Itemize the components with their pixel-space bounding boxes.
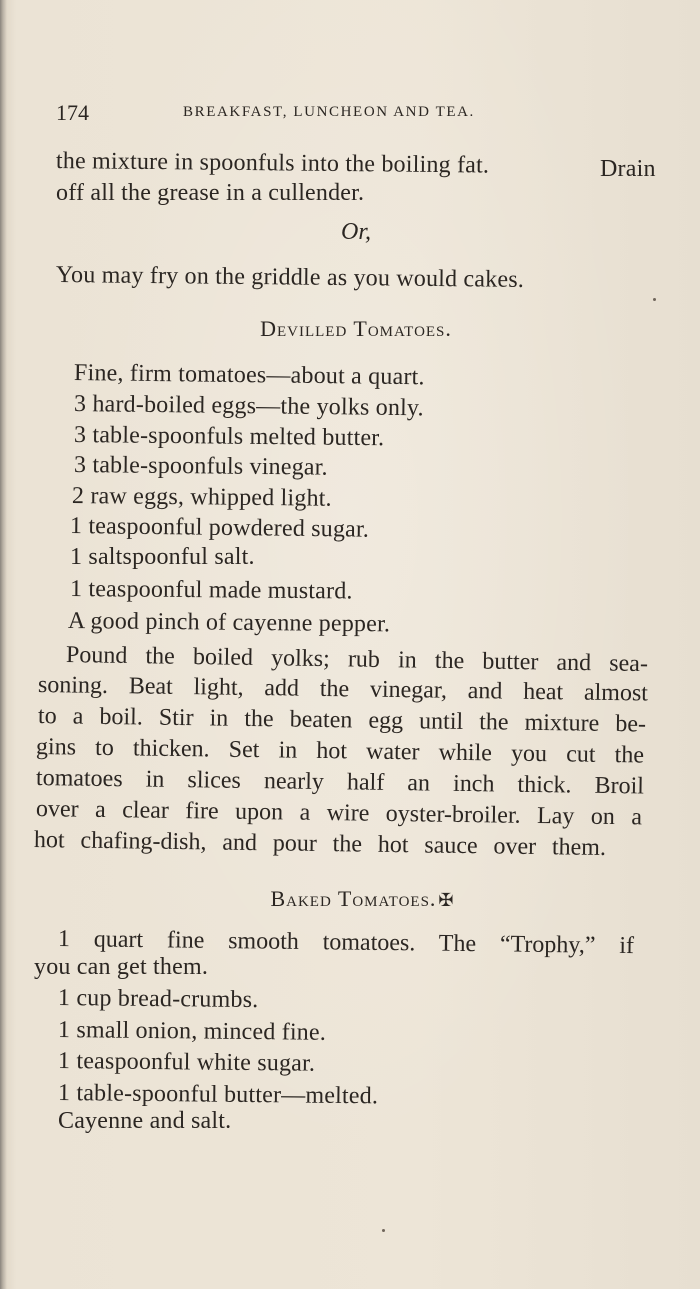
ingredient-line: 1 cup bread-crumbs.: [57, 985, 259, 1014]
ingredient-line: Fine, firm tomatoes—about a quart.: [73, 360, 425, 391]
ingredient-line: 1 table-spoonful butter—melted.: [57, 1080, 379, 1110]
page-number: 174: [56, 100, 89, 125]
method-line: gins to thicken. Set in hot water while you cut the: [35, 734, 645, 769]
method-line: over a clear fire upon a wire oyster-broiler. Lay on a: [35, 796, 643, 831]
maltese-cross-icon: ✠: [438, 890, 454, 910]
ingredient-line: 3 table-spoonfuls melted butter.: [73, 422, 385, 452]
method-line: Pound the boiled yolks; rub in the butter and sea-: [65, 642, 649, 678]
baked-title-row: [0, 886, 700, 912]
ingredient-line: 2 raw eggs, whipped light.: [71, 483, 332, 512]
ingredient-line: 1 teaspoonful made mustard.: [69, 576, 353, 605]
ingredient-line: you can get them.: [34, 954, 209, 980]
method-line: soning. Beat light, add the vinegar, and heat almost: [37, 672, 649, 707]
method-line: tomatoes in slices nearly half an inch thick. Broil: [35, 765, 645, 800]
intro-line-1-end: Drain: [600, 156, 656, 182]
ingredient-line: 1 saltspoonful salt.: [70, 544, 255, 570]
or-label: Or,: [340, 219, 371, 245]
ingredient-line: 1 quart fine smooth tomatoes. The “Trophy,” if: [57, 926, 635, 960]
intro-line-2: off all the grease in a cullender.: [56, 180, 365, 206]
baked-title: Baked Tomatoes.: [270, 886, 437, 911]
ingredient-line: 1 teaspoonful white sugar.: [57, 1048, 316, 1077]
ingredient-line: 3 table-spoonfuls vinegar.: [73, 452, 328, 481]
ingredient-line: A good pinch of cayenne pepper.: [67, 608, 391, 638]
intro-line-1: the mixture in spoonfuls into the boiling fat.: [55, 148, 490, 179]
alt-method-line: You may fry on the griddle as you would cakes.: [55, 262, 525, 293]
paper-speck: [653, 298, 656, 301]
ingredient-line: 1 small onion, minced fine.: [57, 1017, 327, 1046]
method-line: hot chafing-dish, and pour the hot sauce over them.: [33, 827, 607, 861]
ingredient-line: 1 teaspoonful powdered sugar.: [69, 513, 370, 543]
ingredient-line: 3 hard-boiled eggs—the yolks only.: [73, 391, 424, 422]
running-title: BREAKFAST, LUNCHEON AND TEA.: [183, 104, 475, 120]
ingredient-line: Cayenne and salt.: [58, 1108, 232, 1134]
paper-speck: [382, 1229, 385, 1232]
method-line: to a boil. Stir in the beaten egg until the mixture be-: [37, 703, 647, 738]
devilled-title: Devilled Tomatoes.: [260, 316, 452, 341]
